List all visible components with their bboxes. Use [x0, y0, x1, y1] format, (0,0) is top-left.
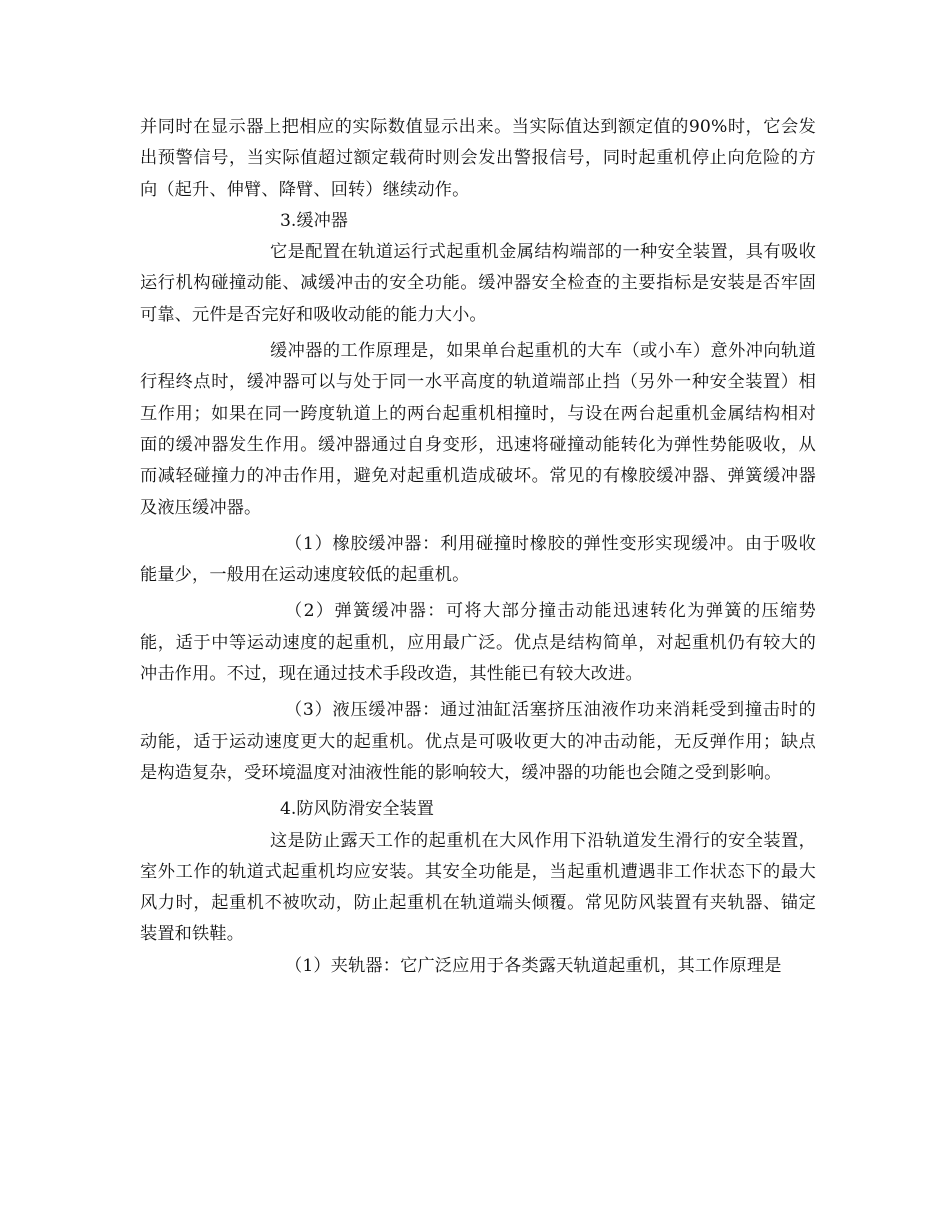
document-page: [140, 112, 816, 982]
paragraph-load-limiter-continued: 并同时在显示器上把相应的实际数值显示出来。当实际值达到额定值的90%时，它会发出预警信号，当实际值超过额定载荷时则会发出警报信号，同时起重机停止向危险的方向（起升、伸臂、降臂、回转）继续动作。: [140, 117, 816, 200]
paragraph-spring-buffer: （2）弹簧缓冲器：可将大部分撞击动能迅速转化为弹簧的压缩势能，适于中等运动速度的起重机，应用最广泛。优点是结构简单，对起重机仍有较大的冲击作用。不过，现在通过技术手段改造，其性能已有较大改进。: [140, 601, 816, 685]
paragraph-rail-clamp: （1）夹轨器：它广泛应用于各类露天轨道起重机，其工作原理是: [285, 955, 782, 976]
paragraph-rubber-buffer: （1）橡胶缓冲器：利用碰撞时橡胶的弹性变形实现缓冲。由于吸收能量少，一般用在运动速度较低的起重机。: [140, 533, 816, 586]
section-heading-wind-protection: 4.防风防滑安全装置: [280, 799, 434, 820]
paragraph-buffer-intro: 它是配置在轨道运行式起重机金属结构端部的一种安全装置，具有吸收运行机构碰撞动能、减缓冲击的安全功能。缓冲器安全检查的主要指标是安装是否牢固可靠、元件是否完好和吸收动能的能力大小。: [140, 242, 816, 325]
section-heading-buffer: 3.缓冲器: [280, 210, 348, 231]
paragraph-buffer-principle: 缓冲器的工作原理是，如果单台起重机的大车（或小车）意外冲向轨道行程终点时，缓冲器可以与处于同一水平高度的轨道端部止挡（另外一种安全装置）相互作用；如果在同一跨度轨道上的两台起重机相撞时，与设在两台起重机金属结构相对面的缓冲器发生作用。缓冲器通过自身变形，迅速将碰撞动能转化为弹性势能吸收，从而减轻碰撞力的冲击作用，避免对起重机造成破坏。常见的有橡胶缓冲器、弹簧缓冲器及液压缓冲器。: [140, 341, 816, 518]
paragraph-wind-protection-intro: 这是防止露天工作的起重机在大风作用下沿轨道发生滑行的安全装置，室外工作的轨道式起重机均应安装。其安全功能是，当起重机遭遇非工作状态下的最大风力时，起重机不被吹动，防止起重机在轨道端头倾覆。常见防风装置有夹轨器、锚定装置和铁鞋。: [140, 830, 816, 945]
paragraph-hydraulic-buffer: （3）液压缓冲器：通过油缸活塞挤压油液作功来消耗受到撞击时的动能，适于运动速度更大的起重机。优点是可吸收更大的冲击动能，无反弹作用；缺点是构造复杂，受环境温度对油液性能的影响较大，缓冲器的功能也会随之受到影响。: [140, 700, 816, 783]
